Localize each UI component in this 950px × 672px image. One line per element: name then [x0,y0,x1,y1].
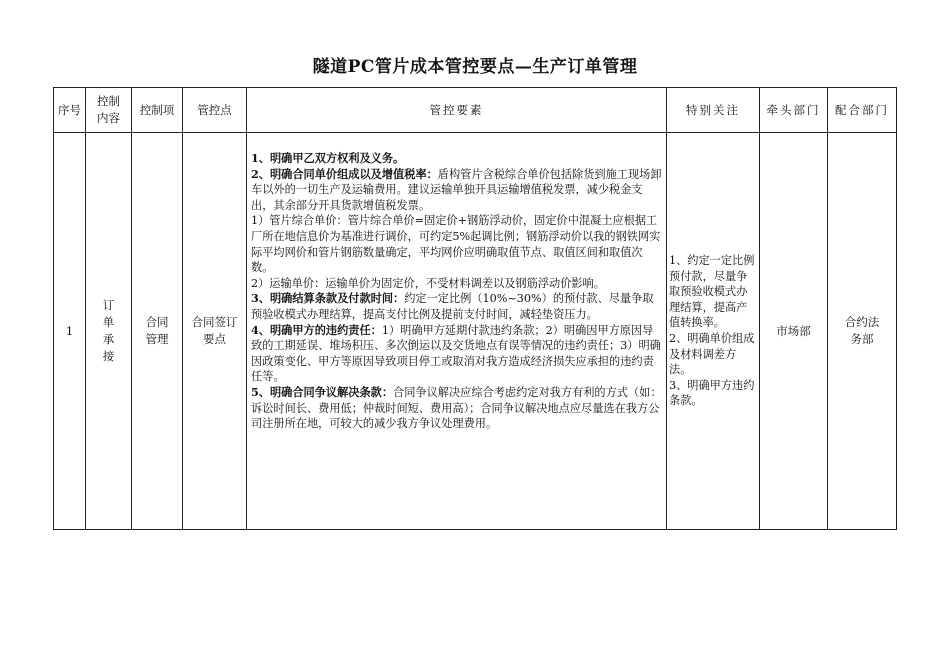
table-row [54,133,897,530]
cell-point: 合同签订要点 [183,133,247,530]
header-content: 控制内容 [86,88,132,133]
cell-elements [247,133,667,530]
header-point: 管控点 [183,88,247,133]
header-seq: 序号 [54,88,86,133]
focus-point: 1、约定一定比例预付款，尽量争取预验收模式办理结算，提高产值转换率。 [669,254,755,330]
cell-lead: 市场部 [760,133,828,530]
control-table [53,87,897,530]
header-lead: 牵头部门 [760,88,828,133]
header-focus: 特别关注 [667,88,760,133]
cell-focus [667,133,760,530]
cell-seq: 1 [54,133,86,530]
focus-point: 2、明确单价组成及材料调差方法。 [669,332,755,377]
cell-coop: 合约法务部 [828,133,897,530]
cell-item: 合同管理 [132,133,183,530]
header-row [54,88,897,133]
element-point: 2、明确合同单价组成以及增值税率：盾构管片含税综合单价包括除货到施工现场卸车以外的一切生产及运输费用。建议运输单独开具运输增值税发票，减少税金支出，其余部分开具货款增值税发票。 [251,166,662,212]
header-elements: 管控要素 [247,88,667,133]
cell-content: 订单承接 [86,133,132,530]
focus-point: 3、明确甲方违约条款。 [669,378,755,408]
element-point: 2）运输单价：运输单价为固定价，不受材料调差以及钢筋浮动价影响。 [251,276,605,290]
element-point: 1、明确甲乙双方权利及义务。 [251,151,405,165]
element-point: 1）管片综合单价：管片综合单价=固定价+钢筋浮动价，固定价中混凝土应根据工厂所在地信息价为基准进行调价，可约定5%起调比例；钢筋浮动价以我的钢铁网实际平均网价和管片钢筋数量确定，平均网价应明确取值节点、取值区间和取值次数。 [251,214,661,275]
element-point: 3、明确结算条款及付款时间：约定一定比例（10%~30%）的预付款、尽量争取预验收模式办理结算，提高支付比例及提前支付时间，减轻垫资压力。 [251,291,654,321]
page-title: 隧道PC管片成本管控要点—生产订单管理 [312,57,638,77]
header-item: 控制项 [132,88,183,133]
element-point: 4、明确甲方的违约责任：1）明确甲方延期付款违约条款；2）明确因甲方原因导致的工期延误、堆场积压、多次倒运以及交货地点有误等情况的违约责任；3）明确因政策变化、甲方等原因导致项目停工或取消对我方造成经济损失应承担的违约责任等。 [251,322,661,384]
element-point: 5、明确合同争议解决条款：合同争议解决应综合考虑约定对我方有利的方式（如：诉讼时间长、费用低；仲裁时间短、费用高）；合同争议解决地点应尽量选在我方公司注册所在地，可较大的减少我方争议处理费用。 [251,384,662,431]
header-coop: 配合部门 [828,88,897,133]
